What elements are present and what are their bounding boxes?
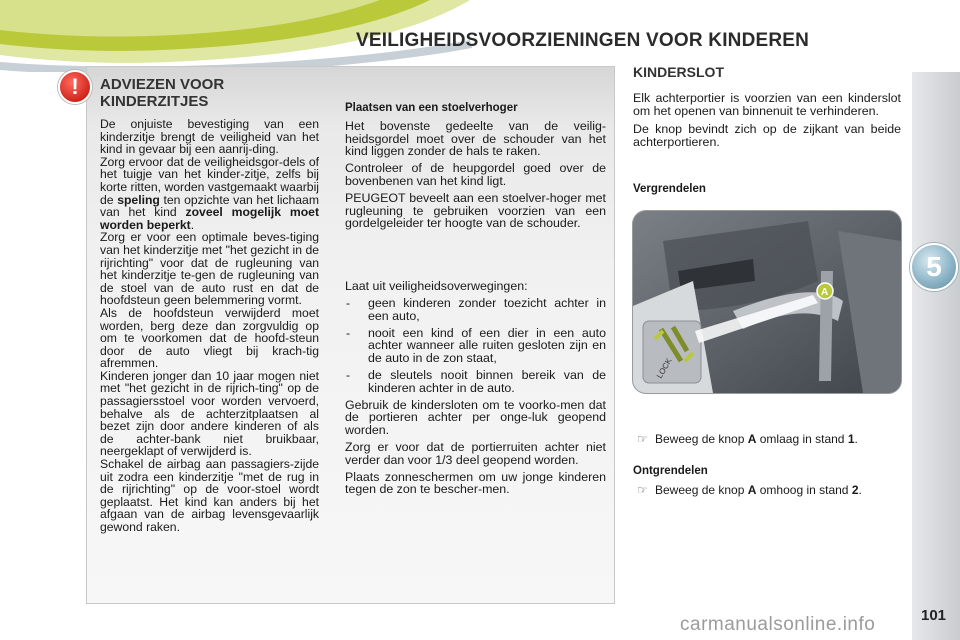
paragraph: Controleer of de heupgordel goed over de bovenbenen van het kind ligt. [345,161,606,188]
section-subheading: Plaatsen van een stoelverhoger [345,102,518,114]
text-run: Beweeg de knop [655,483,748,497]
paragraph: Zorg er voor een optimale beves-tiging van het kinderzitje met "het gezicht in de rijrichting" voor dat de rugleuning van het kinderzitje te-gen de rugleuning van de stoel van de auto rust en dat de hoofdsteun geen belemmering vormt. [100,230,319,308]
kinderslot-section [633,66,901,149]
chapter-tab[interactable]: 5 [910,243,958,291]
list-item: - geen kinderen zonder toezicht achter in een auto, [345,297,606,323]
paragraph: Het bovenste gedeelte van de veilig-heidsgordel moet over de schouder van het kind liggen zonder de hals te raken. [345,118,606,159]
bold-text: 1 [847,432,855,446]
paragraph: Laat uit veiligheidsoverwegingen: [345,279,528,294]
text-run: Zorg ervoor dat de veiligheidsgor-dels of het tuigje van het kinder-zitje, zelfs bij korte ritten, worden vastgemaakt waarbij de [100,154,319,207]
page-number: 101 [921,607,947,624]
bold-text: 2 [851,483,859,497]
text-run: Beweeg de knop [655,432,748,446]
paragraph: Schakel de airbag aan passagiers-zijde uit zodra een kinderzitje "met de rug in de rijrichting" op de voor-stoel wordt geplaatst. Het kind kan anders bij het afgaan van de airbag levensgevaarlijk gewond raken. [100,457,319,534]
paragraph: Zorg er voor dat de portierruiten achter niet verder dan voor 1/3 deel geopend worden. [345,439,606,467]
vergrendelen-heading: Vergrendelen [633,183,706,195]
paragraph: PEUGEOT beveelt aan een stoelver-hoger met rugleuning te gebruiken voorzien van een gordelgeleider ter hoogte van de schouder. [345,190,606,231]
text-run: . [190,217,195,232]
bold-text: speling [117,192,160,207]
page-title: VEILIGHEIDSVOORZIENINGEN VOOR KINDEREN [356,30,810,51]
advice-column-1 [100,118,319,534]
ontgrendelen-heading: Ontgrendelen [633,465,708,477]
paragraph [100,156,319,232]
advice-title-line1: ADVIEZEN VOOR [100,76,225,93]
advice-title [100,76,300,110]
warning-icon: ! [58,70,92,104]
text-run: . [858,483,862,497]
instruction-lock [637,432,858,446]
door-illustration [633,211,901,393]
lock-label: LOCK [654,356,674,380]
advice-title-line2: KINDERZITJES [100,93,209,110]
paragraph: Plaats zonneschermen om uw jonge kinderen tegen de zon te bescher-men. [345,469,606,497]
door-lock-photo [632,210,902,394]
bold-text: A [747,432,757,446]
text-run: ten opzichte van het lichaam van het kind [100,192,319,220]
callout-a: A [821,287,829,298]
instruction-bullet-icon: ☞ [637,483,648,497]
text-run: omhoog in stand [756,483,852,497]
kinderslot-title: KINDERSLOT [633,64,724,80]
instruction-bullet-icon: ☞ [637,432,648,446]
instruction-unlock [637,483,862,497]
bold-text: A [747,483,757,497]
bold-text: zoveel mogelijk moet worden beperkt [100,205,320,232]
text-run: omlaag in stand [756,432,848,446]
list-item: - de sleutels nooit binnen bereik van de kinderen achter in de auto. [345,369,606,395]
text-run: . [854,432,858,446]
paragraph: Als de hoofdsteun verwijderd moet worden, berg deze dan zorgvuldig op om te voorkomen dat de hoofd-steun door de auto vliegt bij krach-tig afremmen. [100,305,319,371]
paragraph: Kinderen jonger dan 10 jaar mogen niet met "het gezicht in de rijrich-ting" op de passagiersstoel voor worden vervoerd, behalve als de achterzitplaatsen al bezet zijn door andere kinderen of als de achter-bank niet bruikbaar, neergeklapt of verwijderd is. [100,368,319,459]
watermark: carmanualsonline.info [680,614,876,635]
paragraph: Elk achterportier is voorzien van een kinderslot om het openen van binnenuit te verhinderen. [633,90,901,118]
list-item: - nooit een kind of een dier in een auto achter wanneer alle ruiten gesloten zijn en de auto in de zon staat, [345,327,606,365]
advice-column-2 [345,102,606,496]
safety-list [345,297,606,395]
paragraph: Gebruik de kindersloten om te voorko-men dat de portieren achter per onge-luk geopend worden. [345,397,606,438]
side-band [912,72,960,640]
paragraph: De onjuiste bevestiging van een kinderzitje brengt de veiligheid van het kind in gevaar bij een aanrij-ding. [100,117,319,157]
paragraph: De knop bevindt zich op de zijkant van beide achterportieren. [633,122,901,150]
